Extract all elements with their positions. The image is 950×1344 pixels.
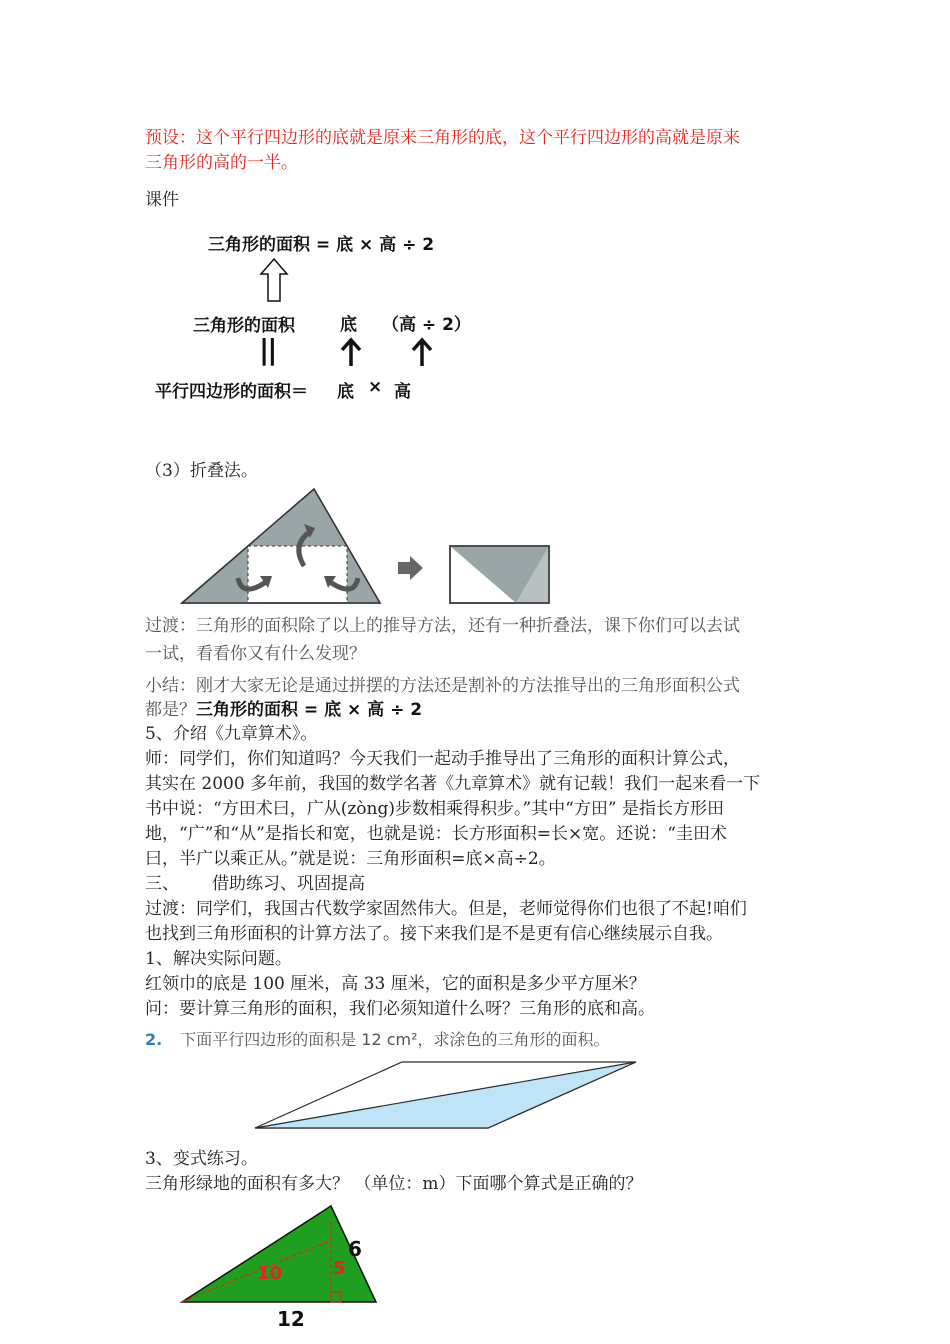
equals-sign: || — [259, 333, 276, 366]
parallelogram-figure — [250, 1058, 650, 1132]
exercise1-title: 1、解决实际问题。 — [145, 949, 292, 969]
section5-line: 其实在 2000 多年前，我国的数学名著《九章算术》就有记载！我们一起来看一下 — [145, 774, 761, 794]
up-hollow-arrow-icon — [258, 256, 290, 304]
exercise1-answer: 问：要计算三角形的面积，我们必须知道什么呀？三角形的底和高。 — [145, 999, 655, 1019]
derivation-bottom-height: 高 — [394, 382, 411, 402]
derivation-bottom-left: 平行四边形的面积＝ — [155, 382, 308, 402]
derivation-mid-height: （高 ÷ 2） — [382, 315, 471, 335]
label-height-5: 5 — [333, 1258, 346, 1279]
summary-line-2 — [145, 698, 422, 723]
label-side-10: 10 — [257, 1263, 283, 1284]
exercise2-question: 下面平行四边形的面积是 12 cm²，求涂色的三角形的面积。 — [180, 1030, 610, 1049]
section5-line: 书中说：“方田术曰，广从(zòng)步数相乘得积步。”其中“方田” 是指长方形田 — [145, 799, 724, 819]
transition1-line-1: 过渡：三角形的面积除了以上的推导方法，还有一种折叠法，课下你们可以去试 — [145, 616, 740, 636]
preset-line-1: 预设：这个平行四边形的底就是原来三角形的底，这个平行四边形的高就是原来 — [145, 128, 740, 148]
transition2-line-1: 过渡：同学们，我国古代数学家固然伟大。但是，老师觉得你们也很了不起!咱们 — [145, 899, 747, 919]
label-side-6: 6 — [348, 1237, 362, 1261]
preset-line-2: 三角形的高的一半。 — [145, 153, 298, 173]
derivation-bottom-base: 底 — [337, 382, 354, 402]
section5-line: 地，“广”和“从”是指长和宽，也就是说：长方形面积=长×宽。还说：“圭田术 — [145, 824, 727, 844]
exercise2-number: 2. — [145, 1030, 163, 1049]
up-arrow-icon — [411, 336, 433, 368]
derivation-mid-area: 三角形的面积 — [193, 316, 295, 336]
section3-title: 借助练习、巩固提高 — [212, 874, 365, 894]
fold-method-figure — [180, 486, 555, 606]
transition1-line-2: 一试，看看你又有什么发现？ — [145, 644, 366, 664]
section3-number: 三、 — [145, 874, 179, 894]
label-base-12: 12 — [277, 1307, 305, 1331]
summary-line-1: 小结：刚才大家无论是通过拼摆的方法还是割补的方法推导出的三角形面积公式 — [145, 676, 740, 696]
exercise2-text — [145, 1027, 610, 1050]
summary-prefix: 都是？ — [145, 700, 196, 720]
derivation-mid-base: 底 — [340, 315, 357, 335]
section5-line: 师：同学们，你们知道吗？今天我们一起动手推导出了三角形的面积计算公式， — [145, 749, 740, 769]
derivation-top-formula: 三角形的面积 = 底 × 高 ÷ 2 — [208, 235, 435, 255]
fold-method-title: （3）折叠法。 — [145, 461, 258, 481]
derivation-bottom-times: × — [368, 377, 383, 397]
exercise3-title: 3、变式练习。 — [145, 1149, 258, 1169]
section5-line: 曰，半广以乘正从。”就是说：三角形面积=底×高÷2。 — [145, 849, 556, 869]
section5-title: 5、介绍《九章算术》。 — [145, 724, 318, 744]
kejian-label: 课件 — [145, 190, 179, 210]
up-arrow-icon — [340, 336, 362, 368]
exercise3-question: 三角形绿地的面积有多大？ （单位：m）下面哪个算式是正确的？ — [145, 1174, 643, 1194]
transition2-line-2: 也找到三角形面积的计算方法了。接下来我们是不是更有信心继续展示自我。 — [145, 924, 723, 944]
exercise1-question: 红领巾的底是 100 厘米，高 33 厘米，它的面积是多少平方厘米？ — [145, 974, 646, 994]
summary-formula: 三角形的面积 = 底 × 高 ÷ 2 — [196, 700, 423, 720]
